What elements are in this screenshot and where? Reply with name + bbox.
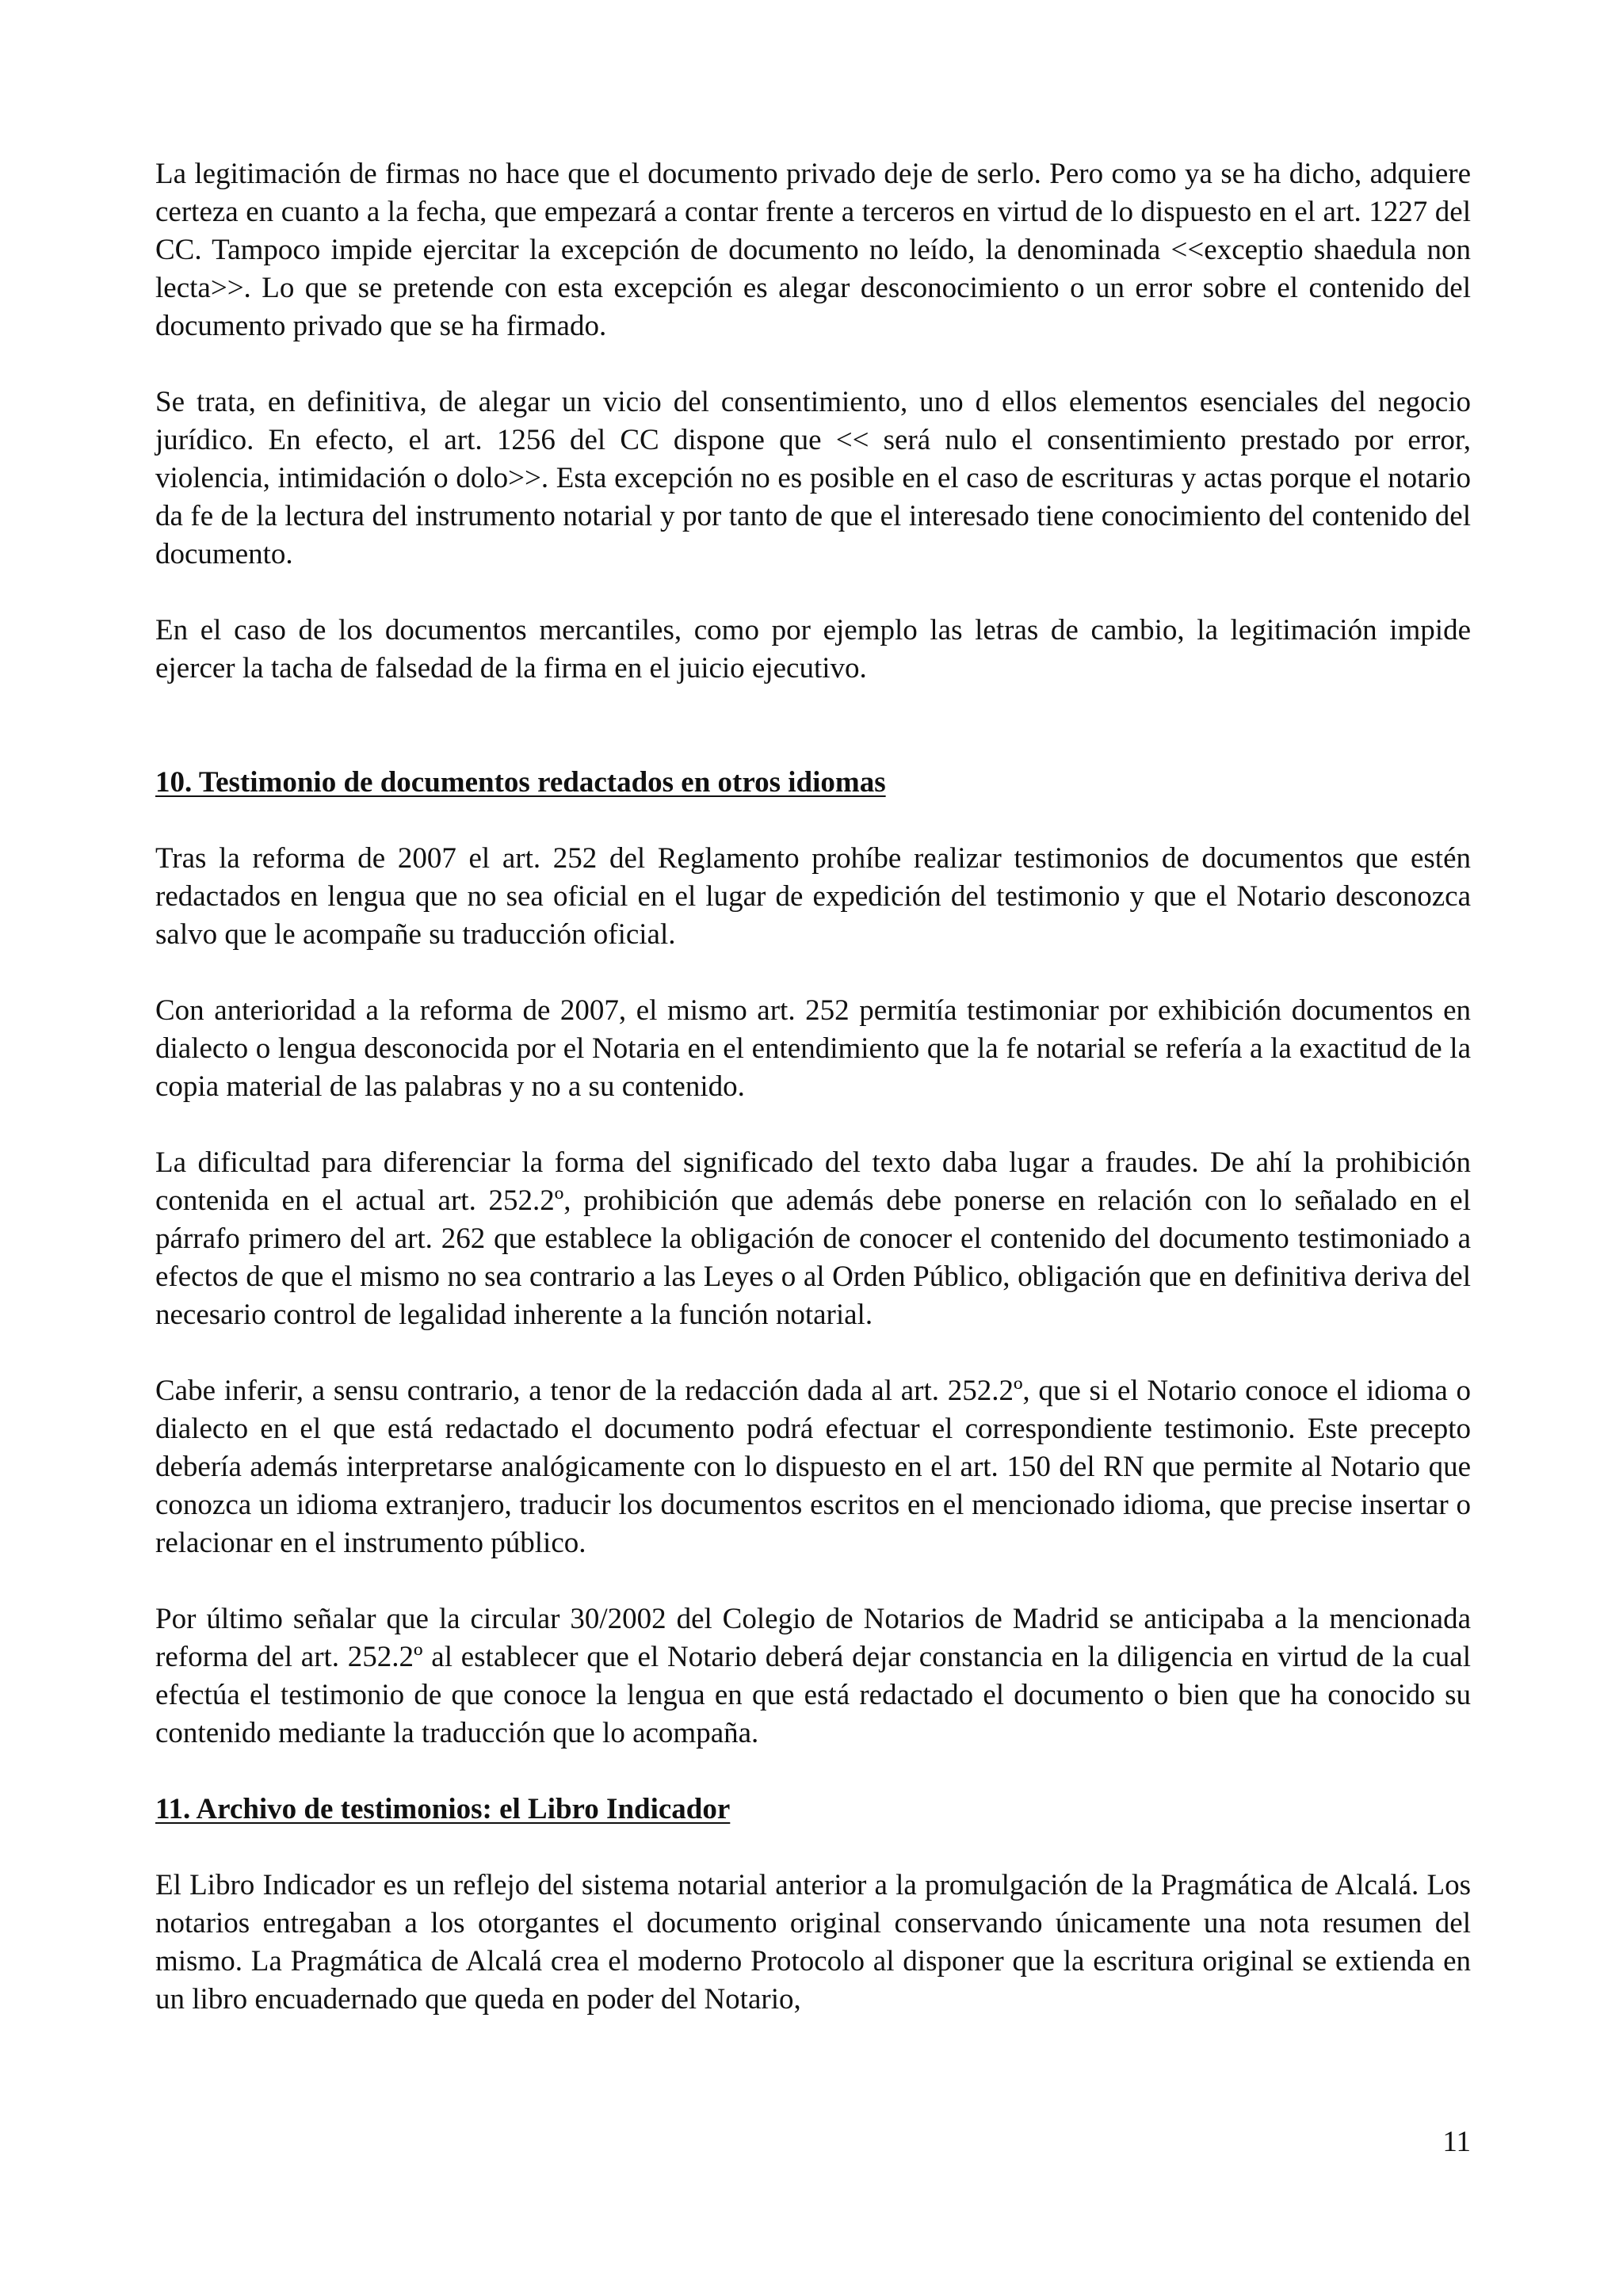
paragraph-vicio-consentimiento: Se trata, en definitiva, de alegar un vicio del consentimiento, uno d ellos elementos esenciales del negocio jurídico. En efecto, el art. 1256 del CC dispone que << será nulo el consentimiento prestado por error, violencia, intimidación o dolo>>. Esta excepción no es posible en el caso de escrituras y actas porque el notario da fe de la lectura del instrumento notarial y por tanto de que el interesado tiene conocimiento del contenido del documento. <box>155 386 1471 570</box>
section-10-paragraph: Con anterioridad a la reforma de 2007, el mismo art. 252 permitía testimoniar por exhibición documentos en dialecto o lengua desconocida por el Notaria en el entendimiento que la fe notarial se refería a la exactitud de la copia material de las palabras y no a su contenido. <box>155 994 1471 1103</box>
section-11-heading: 11. Archivo de testimonios: el Libro Indicador <box>155 1793 731 1825</box>
section-10-paragraph: Tras la reforma de 2007 el art. 252 del Reglamento prohíbe realizar testimonios de documentos que estén redactados en lengua que no sea oficial en el lugar de expedición del testimonio y que el Notario desconozca salvo que le acompañe su traducción oficial. <box>155 842 1471 951</box>
paragraph-documentos-mercantiles: En el caso de los documentos mercantiles, como por ejemplo las letras de cambio, la legitimación impide ejercer la tacha de falsedad de la firma en el juicio ejecutivo. <box>155 614 1471 685</box>
section-10-paragraph: Cabe inferir, a sensu contrario, a tenor de la redacción dada al art. 252.2º, que si el Notario conoce el idioma o dialecto en el que está redactado el documento podrá efectuar el correspondiente testimonio. Este precepto debería además interpretarse analógicamente con lo dispuesto en el art. 150 del RN que permite al Notario que conozca un idioma extranjero, traducir los documentos escritos en el mencionado idioma, que precise insertar o relacionar en el instrumento público. <box>155 1375 1471 1559</box>
document-page <box>155 155 1471 2057</box>
section-10-paragraph: Por último señalar que la circular 30/2002 del Colegio de Notarios de Madrid se anticipaba a la mencionada reforma del art. 252.2º al establecer que el Notario deberá dejar constancia en la diligencia en virtud de la cual efectúa el testimonio de que conoce la lengua en que está redactado el documento o bien que ha conocido su contenido mediante la traducción que lo acompaña. <box>155 1603 1471 1749</box>
section-10-paragraph: La dificultad para diferenciar la forma del significado del texto daba lugar a fraudes. De ahí la prohibición contenida en el actual art. 252.2º, prohibición que además debe ponerse en relación con lo señalado en el párrafo primero del art. 262 que establece la obligación de conocer el contenido del documento testimoniado a efectos de que el mismo no sea contrario a las Leyes o al Orden Público, obligación que en definitiva deriva del necesario control de legalidad inherente a la función notarial. <box>155 1146 1471 1331</box>
paragraph-legitimacion-firmas: La legitimación de firmas no hace que el documento privado deje de serlo. Pero como ya se ha dicho, adquiere certeza en cuanto a la fecha, que empezará a contar frente a terceros en virtud de lo dispuesto en el art. 1227 del CC. Tampoco impide ejercitar la excepción de documento no leído, la denominada <<exceptio shaedula non lecta>>. Lo que se pretende con esta excepción es alegar desconocimiento o un error sobre el contenido del documento privado que se ha firmado. <box>155 158 1471 342</box>
page-number: 11 <box>1442 2126 1471 2158</box>
section-11-paragraph: El Libro Indicador es un reflejo del sistema notarial anterior a la promulgación de la Pragmática de Alcalá. Los notarios entregaban a los otorgantes el documento original conservando únicamente una nota resumen del mismo. La Pragmática de Alcalá crea el moderno Protocolo al disponer que la escritura original se extienda en un libro encuadernado que queda en poder del Notario, <box>155 1869 1471 2016</box>
section-spacer <box>155 726 1471 764</box>
section-10-heading: 10. Testimonio de documentos redactados en otros idiomas <box>155 766 886 799</box>
